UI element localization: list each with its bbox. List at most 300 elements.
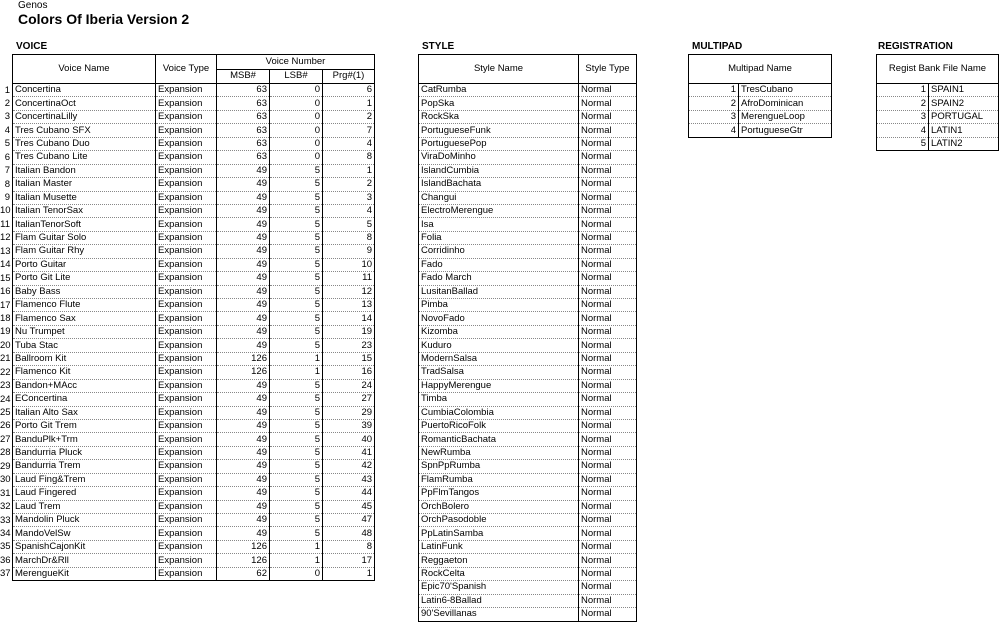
voice-type-cell: Expansion	[156, 204, 217, 217]
msb-header: MSB#	[217, 69, 270, 84]
style-row	[419, 581, 637, 594]
style-row	[419, 245, 637, 258]
style-type-cell: Normal	[579, 151, 637, 164]
style-name-cell: TradSalsa	[419, 366, 579, 379]
lsb-cell: 5	[270, 272, 323, 285]
section-voice: VOICE	[16, 41, 48, 52]
voice-name-cell: Bandurria Pluck	[13, 446, 156, 459]
voice-row-number: 24	[0, 393, 11, 405]
voice-type-cell: Expansion	[156, 245, 217, 258]
voice-name-cell: Baby Bass	[13, 285, 156, 298]
voice-row	[13, 393, 375, 406]
msb-cell: 49	[217, 500, 270, 513]
voice-row	[13, 446, 375, 459]
style-name-cell: PopSka	[419, 97, 579, 110]
style-type-cell: Normal	[579, 514, 637, 527]
registration-table	[876, 54, 999, 151]
voice-row	[13, 258, 375, 271]
style-row	[419, 97, 637, 110]
multipad-number-cell: 3	[689, 110, 739, 123]
registration-row	[877, 84, 999, 97]
style-name-cell: FlamRumba	[419, 473, 579, 486]
voice-type-cell: Expansion	[156, 325, 217, 338]
lsb-cell: 5	[270, 231, 323, 244]
voice-row	[13, 231, 375, 244]
regist-name-cell: PORTUGAL	[929, 110, 999, 123]
voice-row-number: 25	[0, 407, 11, 418]
msb-cell: 49	[217, 473, 270, 486]
multipad-row	[689, 97, 832, 110]
voice-row	[13, 487, 375, 500]
voice-name-cell: Tres Cubano SFX	[13, 124, 156, 137]
style-name-cell: Kuduro	[419, 339, 579, 352]
style-row	[419, 84, 637, 97]
regist-name-cell: SPAIN2	[929, 97, 999, 110]
lsb-cell: 5	[270, 299, 323, 312]
style-type-cell: Normal	[579, 245, 637, 258]
voice-name-cell: Porto Guitar	[13, 258, 156, 271]
prg-cell: 14	[323, 312, 375, 325]
voice-name-cell: SpanishCajonKit	[13, 540, 156, 553]
voice-row-number: 22	[0, 366, 11, 378]
voice-name-cell: Flamenco Kit	[13, 366, 156, 379]
msb-cell: 63	[217, 84, 270, 97]
lsb-cell: 5	[270, 446, 323, 459]
voice-row	[13, 527, 375, 540]
voice-row-number: 10	[0, 205, 11, 217]
voice-type-cell: Expansion	[156, 366, 217, 379]
style-type-cell: Normal	[579, 608, 637, 621]
voice-row-number: 30	[0, 474, 11, 486]
voice-row	[13, 191, 375, 204]
style-type-cell: Normal	[579, 299, 637, 312]
voice-row-number: 15	[0, 272, 11, 284]
prg-cell: 45	[323, 500, 375, 513]
prg-cell: 3	[323, 191, 375, 204]
voice-row	[13, 84, 375, 97]
style-name-cell: Corridinho	[419, 245, 579, 258]
voice-row-number: 20	[0, 339, 11, 351]
style-type-cell: Normal	[579, 460, 637, 473]
voice-type-cell: Expansion	[156, 460, 217, 473]
voice-type-cell: Expansion	[156, 151, 217, 164]
style-type-cell: Normal	[579, 272, 637, 285]
style-type-cell: Normal	[579, 178, 637, 191]
lsb-cell: 0	[270, 124, 323, 137]
style-row	[419, 151, 637, 164]
lsb-cell: 5	[270, 393, 323, 406]
voice-name-cell: EConcertina	[13, 393, 156, 406]
multipad-name-cell: TresCubano	[739, 84, 832, 97]
style-name-cell: ModernSalsa	[419, 352, 579, 365]
multipad-row	[689, 124, 832, 137]
voice-name-cell: Flamenco Sax	[13, 312, 156, 325]
voice-row-number: 19	[0, 326, 11, 338]
voice-type-cell: Expansion	[156, 124, 217, 137]
prg-cell: 12	[323, 285, 375, 298]
prg-header: Prg#(1)	[323, 69, 375, 84]
lsb-cell: 5	[270, 460, 323, 473]
style-row	[419, 272, 637, 285]
voice-row	[13, 339, 375, 352]
style-row	[419, 178, 637, 191]
msb-cell: 49	[217, 433, 270, 446]
voice-row-number: 32	[0, 501, 11, 513]
prg-cell: 1	[323, 97, 375, 110]
lsb-cell: 0	[270, 84, 323, 97]
voice-row-number: 31	[0, 487, 11, 499]
style-type-header: Style Type	[579, 55, 637, 84]
msb-cell: 49	[217, 178, 270, 191]
voice-name-cell: Tres Cubano Duo	[13, 137, 156, 150]
style-name-cell: PpFlmTangos	[419, 487, 579, 500]
msb-cell: 49	[217, 379, 270, 392]
prg-cell: 27	[323, 393, 375, 406]
lsb-cell: 5	[270, 514, 323, 527]
voice-type-cell: Expansion	[156, 178, 217, 191]
voice-row-number: 35	[0, 541, 11, 553]
style-row	[419, 124, 637, 137]
msb-cell: 49	[217, 460, 270, 473]
prg-cell: 11	[323, 272, 375, 285]
msb-cell: 49	[217, 285, 270, 298]
lsb-cell: 5	[270, 218, 323, 231]
style-row	[419, 473, 637, 486]
style-name-header: Style Name	[419, 55, 579, 84]
msb-cell: 49	[217, 312, 270, 325]
style-type-cell: Normal	[579, 406, 637, 419]
registration-row	[877, 110, 999, 123]
prg-cell: 48	[323, 527, 375, 540]
style-type-cell: Normal	[579, 204, 637, 217]
voice-type-cell: Expansion	[156, 164, 217, 177]
style-name-cell: Pimba	[419, 299, 579, 312]
regist-name-cell: LATIN1	[929, 124, 999, 137]
style-name-cell: IslandBachata	[419, 178, 579, 191]
style-row	[419, 379, 637, 392]
regist-number-cell: 5	[877, 137, 929, 150]
lsb-cell: 0	[270, 110, 323, 123]
voice-type-cell: Expansion	[156, 446, 217, 459]
style-name-cell: PuertoRicoFolk	[419, 419, 579, 432]
style-name-cell: PortugueseFunk	[419, 124, 579, 137]
voice-name-cell: Porto Git Trem	[13, 419, 156, 432]
msb-cell: 49	[217, 204, 270, 217]
style-type-cell: Normal	[579, 84, 637, 97]
style-name-cell: ElectroMerengue	[419, 204, 579, 217]
voice-name-cell: Tuba Stac	[13, 339, 156, 352]
voice-row-number: 34	[0, 527, 11, 539]
style-name-cell: HappyMerengue	[419, 379, 579, 392]
multipad-name-cell: AfroDominican	[739, 97, 832, 110]
prg-cell: 42	[323, 460, 375, 473]
style-row	[419, 540, 637, 553]
section-registration: REGISTRATION	[878, 41, 953, 52]
regist-number-cell: 1	[877, 84, 929, 97]
lsb-cell: 5	[270, 258, 323, 271]
msb-cell: 63	[217, 110, 270, 123]
voice-type-cell: Expansion	[156, 433, 217, 446]
regist-number-cell: 3	[877, 110, 929, 123]
style-row	[419, 204, 637, 217]
style-name-cell: Isa	[419, 218, 579, 231]
voice-name-cell: MerengueKit	[13, 567, 156, 580]
style-type-cell: Normal	[579, 554, 637, 567]
style-name-cell: Kizomba	[419, 325, 579, 338]
voice-row-number: 26	[0, 420, 11, 432]
style-row	[419, 258, 637, 271]
multipad-number-cell: 2	[689, 97, 739, 110]
style-row	[419, 352, 637, 365]
voice-type-cell: Expansion	[156, 514, 217, 527]
voice-row	[13, 379, 375, 392]
multipad-table	[688, 54, 832, 138]
style-row	[419, 218, 637, 231]
lsb-cell: 5	[270, 379, 323, 392]
lsb-cell: 5	[270, 178, 323, 191]
style-type-cell: Normal	[579, 366, 637, 379]
lsb-cell: 5	[270, 527, 323, 540]
lsb-cell: 5	[270, 419, 323, 432]
voice-row-number: 6	[4, 151, 10, 163]
voice-row	[13, 473, 375, 486]
style-type-cell: Normal	[579, 581, 637, 594]
msb-cell: 49	[217, 231, 270, 244]
style-row	[419, 164, 637, 177]
style-type-cell: Normal	[579, 191, 637, 204]
style-name-cell: Epic70'Spanish	[419, 581, 579, 594]
voice-row-number: 21	[0, 353, 11, 365]
voice-row	[13, 352, 375, 365]
voice-row	[13, 137, 375, 150]
style-row	[419, 325, 637, 338]
msb-cell: 126	[217, 352, 270, 365]
voice-name-cell: Nu Trumpet	[13, 325, 156, 338]
lsb-cell: 0	[270, 137, 323, 150]
style-name-cell: Fado March	[419, 272, 579, 285]
style-name-cell: CumbiaColombia	[419, 406, 579, 419]
voice-name-cell: Laud Fing&Trem	[13, 473, 156, 486]
msb-cell: 63	[217, 97, 270, 110]
registration-row	[877, 137, 999, 150]
style-type-cell: Normal	[579, 419, 637, 432]
voice-row-number: 33	[0, 514, 11, 526]
prg-cell: 4	[323, 204, 375, 217]
msb-cell: 126	[217, 540, 270, 553]
voice-row	[13, 406, 375, 419]
msb-cell: 49	[217, 446, 270, 459]
prg-cell: 1	[323, 567, 375, 580]
style-type-cell: Normal	[579, 433, 637, 446]
prg-cell: 23	[323, 339, 375, 352]
style-row	[419, 554, 637, 567]
style-type-cell: Normal	[579, 446, 637, 459]
multipad-row	[689, 110, 832, 123]
voice-row	[13, 567, 375, 580]
style-row	[419, 514, 637, 527]
voice-row	[13, 419, 375, 432]
lsb-cell: 5	[270, 285, 323, 298]
brand-label: Genos	[18, 0, 48, 11]
style-type-cell: Normal	[579, 567, 637, 580]
prg-cell: 10	[323, 258, 375, 271]
lsb-cell: 1	[270, 366, 323, 379]
msb-cell: 49	[217, 406, 270, 419]
style-table	[418, 54, 637, 622]
voice-name-cell: Italian Master	[13, 178, 156, 191]
style-type-cell: Normal	[579, 473, 637, 486]
voice-type-cell: Expansion	[156, 137, 217, 150]
style-name-cell: LatinFunk	[419, 540, 579, 553]
voice-row	[13, 164, 375, 177]
style-name-cell: Timba	[419, 393, 579, 406]
voice-type-header: Voice Type	[156, 55, 217, 84]
voice-name-cell: Flamenco Flute	[13, 299, 156, 312]
style-name-cell: PortuguesePop	[419, 137, 579, 150]
prg-cell: 16	[323, 366, 375, 379]
voice-row	[13, 110, 375, 123]
style-name-cell: OrchBolero	[419, 500, 579, 513]
prg-cell: 40	[323, 433, 375, 446]
voice-name-cell: Ballroom Kit	[13, 352, 156, 365]
style-row	[419, 366, 637, 379]
voice-type-cell: Expansion	[156, 487, 217, 500]
voice-type-cell: Expansion	[156, 406, 217, 419]
voice-row-number: 37	[0, 568, 11, 580]
style-type-cell: Normal	[579, 527, 637, 540]
msb-cell: 63	[217, 151, 270, 164]
lsb-cell: 1	[270, 352, 323, 365]
prg-cell: 29	[323, 406, 375, 419]
lsb-cell: 5	[270, 433, 323, 446]
style-name-cell: RockCelta	[419, 567, 579, 580]
style-type-cell: Normal	[579, 164, 637, 177]
style-row	[419, 312, 637, 325]
voice-row	[13, 299, 375, 312]
style-type-cell: Normal	[579, 218, 637, 231]
style-row	[419, 137, 637, 150]
multipad-number-cell: 4	[689, 124, 739, 137]
voice-type-cell: Expansion	[156, 540, 217, 553]
voice-row-number: 13	[0, 245, 11, 257]
voice-name-cell: ItalianTenorSoft	[13, 218, 156, 231]
prg-cell: 4	[323, 137, 375, 150]
voice-type-cell: Expansion	[156, 554, 217, 567]
style-row	[419, 110, 637, 123]
voice-name-cell: Bandurria Trem	[13, 460, 156, 473]
voice-row	[13, 312, 375, 325]
lsb-cell: 5	[270, 325, 323, 338]
style-name-cell: NewRumba	[419, 446, 579, 459]
msb-cell: 126	[217, 554, 270, 567]
voice-row-number: 29	[0, 460, 11, 472]
prg-cell: 6	[323, 84, 375, 97]
voice-row-number: 18	[0, 312, 11, 324]
lsb-cell: 5	[270, 204, 323, 217]
registration-row	[877, 97, 999, 110]
multipad-name-cell: PortugueseGtr	[739, 124, 832, 137]
voice-type-cell: Expansion	[156, 272, 217, 285]
style-type-cell: Normal	[579, 258, 637, 271]
voice-type-cell: Expansion	[156, 419, 217, 432]
style-type-cell: Normal	[579, 97, 637, 110]
voice-row-number: 5	[4, 138, 10, 150]
voice-row-number: 1	[4, 84, 10, 96]
multipad-row	[689, 84, 832, 97]
voice-name-cell: Tres Cubano Lite	[13, 151, 156, 164]
style-name-cell: Fado	[419, 258, 579, 271]
lsb-cell: 5	[270, 245, 323, 258]
prg-cell: 39	[323, 419, 375, 432]
multipad-name-cell: MerengueLoop	[739, 110, 832, 123]
style-row	[419, 285, 637, 298]
prg-cell: 44	[323, 487, 375, 500]
style-type-cell: Normal	[579, 379, 637, 392]
voice-row-number: 7	[4, 165, 10, 177]
voice-type-cell: Expansion	[156, 84, 217, 97]
voice-name-cell: MandoVelSw	[13, 527, 156, 540]
voice-type-cell: Expansion	[156, 527, 217, 540]
voice-row	[13, 325, 375, 338]
lsb-cell: 5	[270, 406, 323, 419]
msb-cell: 49	[217, 299, 270, 312]
voice-type-cell: Expansion	[156, 231, 217, 244]
msb-cell: 49	[217, 245, 270, 258]
voice-type-cell: Expansion	[156, 473, 217, 486]
voice-type-cell: Expansion	[156, 339, 217, 352]
prg-cell: 8	[323, 540, 375, 553]
style-type-cell: Normal	[579, 312, 637, 325]
voice-row-number: 9	[4, 192, 10, 203]
style-name-cell: 90'Sevillanas	[419, 608, 579, 621]
prg-cell: 19	[323, 325, 375, 338]
style-name-cell: Latin6-8Ballad	[419, 594, 579, 607]
voice-type-cell: Expansion	[156, 218, 217, 231]
msb-cell: 49	[217, 419, 270, 432]
prg-cell: 5	[323, 218, 375, 231]
registration-row	[877, 124, 999, 137]
lsb-cell: 5	[270, 473, 323, 486]
style-type-cell: Normal	[579, 352, 637, 365]
voice-name-cell: BanduPlk+Trm	[13, 433, 156, 446]
voice-name-cell: MarchDr&Rll	[13, 554, 156, 567]
voice-row-number: 4	[4, 124, 10, 136]
voice-type-cell: Expansion	[156, 312, 217, 325]
style-row	[419, 339, 637, 352]
msb-cell: 63	[217, 137, 270, 150]
lsb-cell: 1	[270, 540, 323, 553]
style-row	[419, 500, 637, 513]
style-type-cell: Normal	[579, 325, 637, 338]
voice-name-cell: ConcertinaOct	[13, 97, 156, 110]
style-type-cell: Normal	[579, 540, 637, 553]
prg-cell: 15	[323, 352, 375, 365]
msb-cell: 49	[217, 393, 270, 406]
lsb-cell: 5	[270, 339, 323, 352]
msb-cell: 49	[217, 164, 270, 177]
msb-cell: 49	[217, 487, 270, 500]
regist-number-cell: 4	[877, 124, 929, 137]
style-row	[419, 460, 637, 473]
style-type-cell: Normal	[579, 500, 637, 513]
style-row	[419, 191, 637, 204]
section-multipad: MULTIPAD	[692, 41, 743, 52]
prg-cell: 7	[323, 124, 375, 137]
prg-cell: 1	[323, 164, 375, 177]
style-type-cell: Normal	[579, 231, 637, 244]
prg-cell: 24	[323, 379, 375, 392]
voice-row-number: 3	[4, 111, 10, 123]
